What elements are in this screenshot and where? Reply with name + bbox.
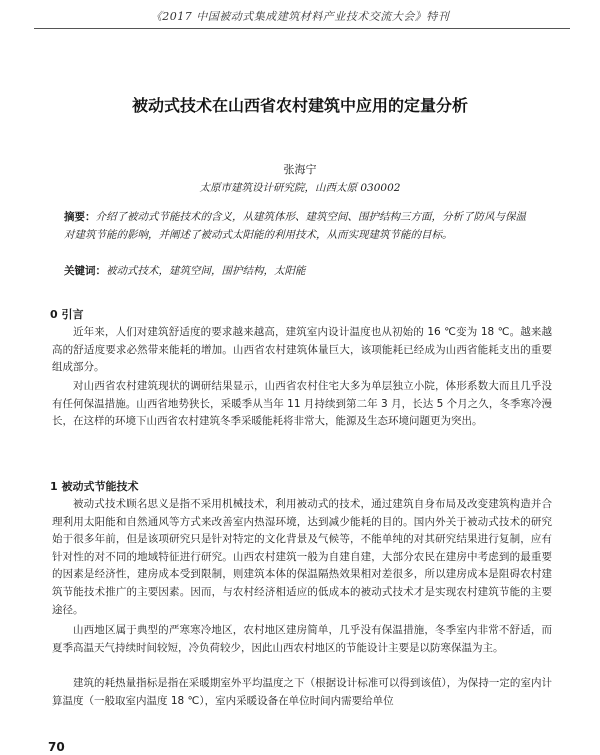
passive-tech-paragraph-3: 建筑的耗热量指标是指在采暖期室外平均温度之下（根据设计标准可以得到该值），为保持一定的室内计算温度（一般取室内温度 18 ℃），室内采暖设备在单位时间内需要给单位: [52, 677, 552, 707]
abstract: [64, 208, 534, 244]
passive-tech-paragraph-1: 被动式技术顾名思义是指不采用机械技术，利用被动式的技术，通过建筑自身布局及改变建筑构造并合理利用太阳能和自然通风等方式来改善室内热湿环境，达到减少能耗的目的。国内外关于被动式技术的研究始于很多年前，但是该项研究只是针对特定的文化背景及气候等，不能单纯的对其研究结果进行复制，应有针对性的对不同的地域特征进行研究。山西农村建筑一般为自建自建，大部分农民在建房中考虑到的最重要的因素是经济性，建房成本受到限制，则建筑本体的保温隔热效果相对差很多，所以建房成本是阻碍农村建筑节能技术推广的主要因素。因而，与农村经济相适应的低成本的被动式技术才是实现农村建筑节能的主要途径。: [52, 498, 552, 616]
keywords: [64, 263, 534, 278]
header-rule: [34, 28, 570, 29]
affiliation: 太原市建筑设计研究院，山西太原 030002: [199, 182, 401, 194]
intro-paragraph-2: 对山西省农村建筑现状的调研结果显示，山西省农村住宅大多为单层独立小院，体形系数大而且几乎没有任何保温措施。山西省地势狭长，采暖季从当年 11 月持续到第二年 3 月，长达 5 个月之久，冬季寒冷漫长，在这样的环境下山西省农村建筑冬季采暖能耗将非常大，能源及生态环境问题更为突出。: [52, 380, 552, 428]
abstract-text: 介绍了被动式节能技术的含义，从建筑体形、建筑空间、围护结构三方面，分析了防风与保温对建筑节能的影响，并阐述了被动式太阳能的利用技术，从而实现建筑节能的目标。: [64, 211, 526, 241]
intro-paragraph-1: 近年来，人们对建筑舒适度的要求越来越高，建筑室内设计温度也从初始的 16 ℃变为 18 ℃。越来越高的舒适度要求必然带来能耗的增加。山西省农村建筑体量巨大，该项能耗已经成为山西省能耗支出的重要组成部分。: [52, 326, 552, 374]
running-head: 《2017 中国被动式集成建筑材料产业技术交流大会》特刊: [150, 10, 450, 23]
abstract-label: 摘要：: [64, 211, 96, 223]
keywords-text: 被动式技术，建筑空间，围护结构，太阳能: [106, 265, 306, 277]
keywords-label: 关键词：: [64, 265, 106, 277]
section-heading-intro: 0 引言: [50, 308, 84, 321]
section-heading-passive-tech: 1 被动式节能技术: [50, 480, 139, 493]
author: 张海宁: [283, 163, 317, 176]
paper-title: 被动式技术在山西省农村建筑中应用的定量分析: [131, 96, 468, 115]
passive-tech-paragraph-2: 山西地区属于典型的严寒寒冷地区，农村地区建房简单，几乎没有保温措施，冬季室内非常不舒适，而夏季高温天气持续时间较短，冷负荷较少，因此山西农村地区的节能设计主要是以防寒保温为主。: [52, 624, 552, 654]
page-number: 70: [48, 740, 65, 754]
